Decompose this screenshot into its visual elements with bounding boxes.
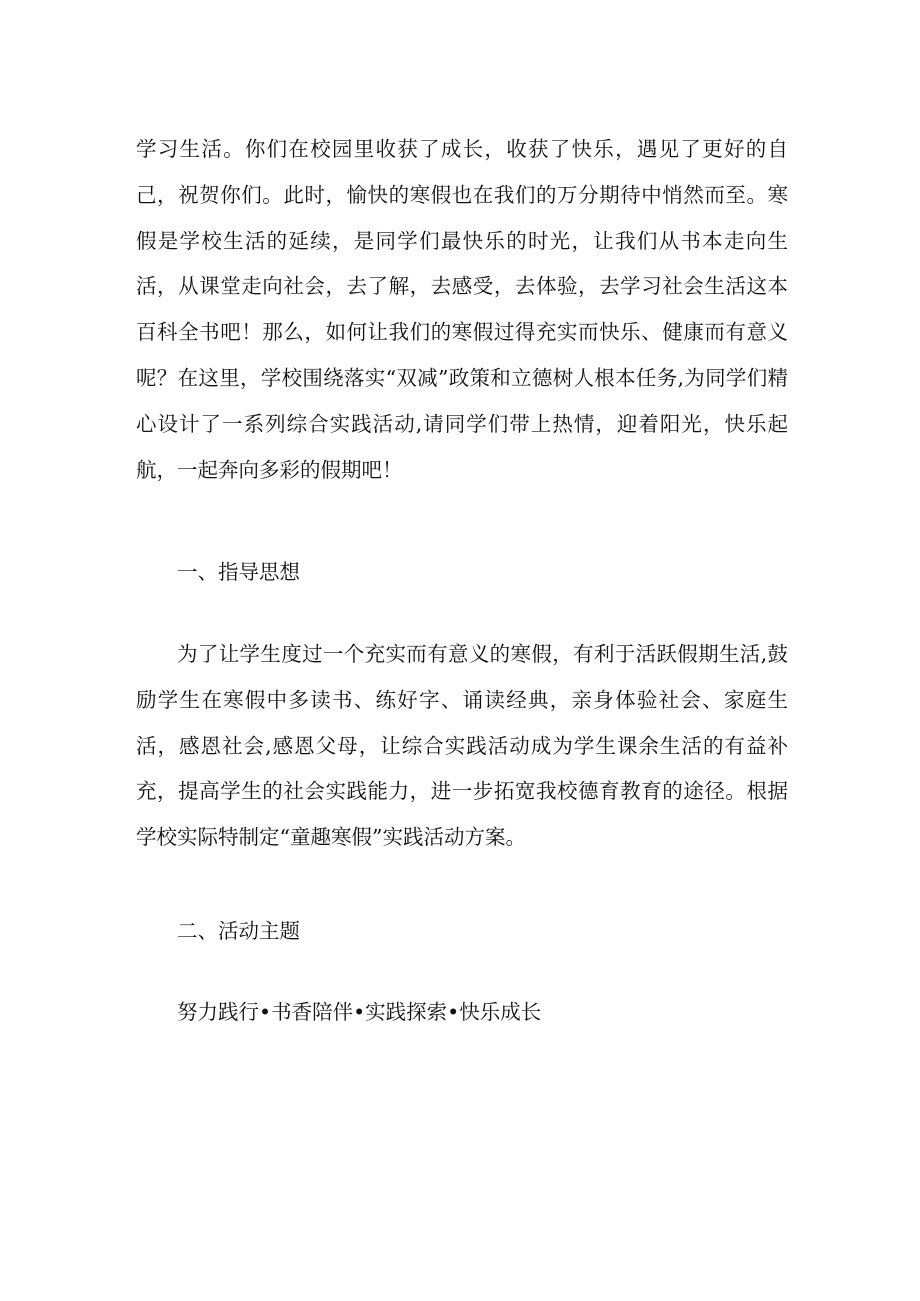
- intro-paragraph: 学习生活。你们在校园里收获了成长，收获了快乐，遇见了更好的自己，祝贺你们。此时，愉快的寒假也在我们的万分期待中悄然而至。寒假是学校生活的延续，是同学们最快乐的时光，让我们从书本走向生活，从课堂走向社会，去了解，去感受，去体验，去学习社会生活这本百科全书吧！那么，如何让我们的寒假过得充实而快乐、健康而有意义呢？在这里，学校围绕落实“双减”政策和立德树人根本任务,为同学们精心设计了一系列综合实践活动,请同学们带上热情，迎着阳光，快乐起航，一起奔向多彩的假期吧！: [136, 137, 788, 482]
- section-heading-activity-theme: 二、活动主题: [177, 919, 300, 943]
- guiding-ideology-paragraph: 为了让学生度过一个充实而有意义的寒假，有利于活跃假期生活,鼓励学生在寒假中多读书、练好字、诵读经典，亲身体验社会、家庭生活，感恩社会,感恩父母，让综合实践活动成为学生课余生活的有益补充，提高学生的社会实践能力，进一步拓宽我校德育教育的途径。根据学校实际特制定“童趣寒假”实践活动方案。: [136, 642, 788, 850]
- activity-theme-line: 努力践行•书香陪伴•实践探索•快乐成长: [177, 1000, 542, 1024]
- section-heading-guiding-ideology: 一、指导思想: [177, 560, 300, 584]
